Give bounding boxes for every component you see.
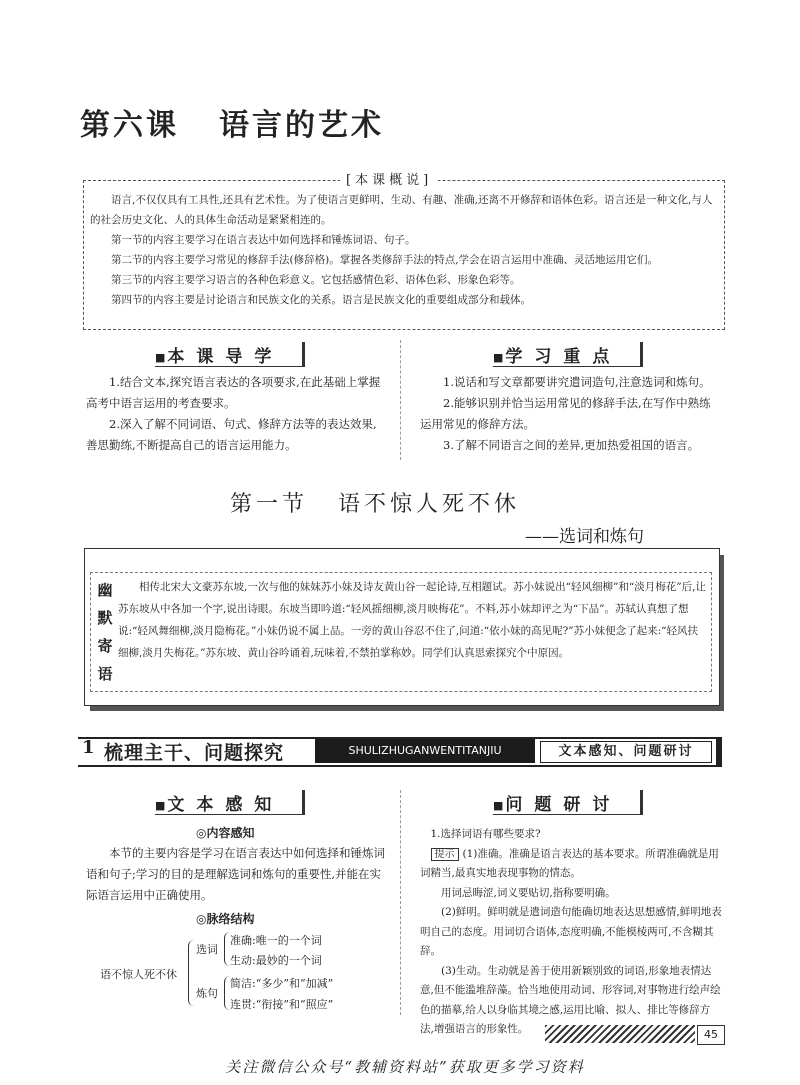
section-subtitle: ——选词和炼句 bbox=[525, 527, 644, 547]
focus-item: 3.了解不同语言之间的差异,更加热爱祖国的语言。 bbox=[443, 438, 700, 452]
banner-english: SHULIZHUGANWENTITANJIU bbox=[315, 739, 535, 763]
outline-branch: 炼句 bbox=[196, 987, 218, 1000]
outline-heading: ◎脉络结构 bbox=[196, 912, 255, 926]
banner-right-label: 文本感知、问题研讨 bbox=[540, 741, 712, 763]
humor-label: 幽 默 寄 语 bbox=[97, 581, 113, 683]
problem-paragraph: 用词忌晦涩,词义要贴切,指称要明确。 bbox=[441, 886, 616, 899]
footer-note: 关注微信公众号“教辅资料站”获取更多学习资料 bbox=[225, 1058, 585, 1076]
banner-title: 梳理主干、问题探究 bbox=[104, 742, 285, 764]
page-number-stripe bbox=[545, 1025, 695, 1043]
hint-label: 提示 bbox=[431, 848, 459, 861]
problem-paragraph: (3)生动。生动就是善于使用新颖别致的词语,形象地表情达意,但不能滥堆辞藻。恰当地使用动词、形容词,对事物进行绘声绘色的描摹,给人以身临其境之感,运用比喻、拟人、排比等修辞方法,增强语言的形象性。 bbox=[420, 964, 721, 1035]
focus-item: 2.能够识别并恰当运用常见的修辞手法,在写作中熟练运用常见的修辞方法。 bbox=[420, 396, 711, 431]
problem-paragraph: (2)鲜明。鲜明就是遣词造句能确切地表达思想感情,鲜明地表明自己的态度。用词切合语体,态度明确,不能模棱两可,不含糊其辞。 bbox=[420, 906, 722, 957]
lesson-number: 第六课 bbox=[80, 108, 179, 143]
lesson-name: 语言的艺术 bbox=[219, 108, 384, 143]
guide-item: 2.深入了解不同词语、句式、修辞方法等的表达效果,善思勤练,不断提高自己的语言运用能力。 bbox=[86, 417, 377, 452]
guide-item: 1.结合文本,探究语言表达的各项要求,在此基础上掌握高考中语言运用的考查要求。 bbox=[86, 375, 381, 410]
column-divider bbox=[400, 790, 401, 1015]
lesson-title bbox=[80, 100, 384, 144]
focus-list bbox=[420, 372, 722, 456]
page-number: 45 bbox=[697, 1025, 725, 1045]
problem-heading: ■ 问题研讨 bbox=[493, 790, 643, 815]
guide-list bbox=[86, 372, 386, 456]
banner-end-bar bbox=[716, 737, 722, 767]
section-title: 第一节 语不惊人死不休 bbox=[230, 492, 521, 517]
focus-item: 1.说话和写文章都要讲究遣词造句,注意选词和炼句。 bbox=[443, 375, 711, 389]
overview-paragraph: 第三节的内容主要学习语言的各种色彩意义。它包括感情色彩、语体色彩、形象色彩等。 bbox=[111, 274, 521, 286]
guide-heading: ■ 本课导学 bbox=[155, 342, 305, 367]
overview-paragraph: 第二节的内容主要学习常见的修辞手法(修辞格)。掌握各类修辞手法的特点,学会在语言运用中准确、灵活地运用它们。 bbox=[111, 254, 659, 266]
outline-leaf: 生动:最妙的一个词 bbox=[230, 954, 322, 967]
problem-paragraph: (1)准确。准确是语言表达的基本要求。所谓准确就是用词精当,最真实地表现事物的情态。 bbox=[420, 847, 719, 879]
outline-branch: 选词 bbox=[196, 943, 218, 956]
banner-number: 1 bbox=[82, 737, 95, 758]
column-divider bbox=[400, 340, 401, 460]
humor-text: 相传北宋大文豪苏东坡,一次与他的妹妹苏小妹及诗友黄山谷一起论诗,互相题试。苏小妹说出“轻风细柳”和“淡月梅花”后,让苏东坡从中各加一个字,说出诗眼。东坡当即吟道:“轻风摇细柳,淡月映梅花”。不料,苏小妹却评之为“下品”。苏轼认真想了想说:“轻风舞细柳,淡月隐梅花。”小妹仍说不属上品。一旁的黄山谷忍不住了,问道:“依小妹的高见呢?”苏小妹便念了起来:“轻风扶细柳,淡月失梅花。”苏东坡、黄山谷吟诵着,玩味着,不禁拍掌称妙。同学们认真思索探究个中原因。 bbox=[118, 581, 706, 659]
outline-root: 语不惊人死不休 bbox=[100, 968, 177, 981]
content-text: 本节的主要内容是学习在语言表达中如何选择和锤炼词语和句子;学习的目的是理解选词和炼句的重要性,并能在实际语言运用中正确使用。 bbox=[86, 846, 385, 902]
outline-leaf: 准确:唯一的一个词 bbox=[230, 934, 322, 947]
overview-paragraph: 第四节的内容主要是讨论语言和民族文化的关系。语言是民族文化的重要组成部分和载体。 bbox=[111, 294, 531, 306]
problem-body bbox=[420, 825, 722, 1040]
overview-text bbox=[90, 190, 718, 310]
text-sense-heading: ■ 文本感知 bbox=[155, 790, 305, 815]
outline-leaf: 连贯:“衔接”和“照应” bbox=[230, 998, 334, 1011]
overview-tag: [本课概说] bbox=[340, 169, 438, 188]
problem-question: 1.选择词语有哪些要求? bbox=[430, 828, 541, 840]
outline-leaf: 简洁:“多少”和“加减” bbox=[230, 977, 334, 990]
content-heading: ◎内容感知 bbox=[196, 826, 255, 840]
overview-paragraph: 第一节的内容主要学习在语言表达中如何选择和锤炼词语、句子。 bbox=[111, 234, 416, 246]
focus-heading: ■ 学习重点 bbox=[493, 342, 643, 367]
overview-paragraph: 语言,不仅仅具有工具性,还具有艺术性。为了使语言更鲜明、生动、有趣、准确,还离不开修辞和语体色彩。语言还是一种文化,与人的社会历史文化、人的具体生命活动是紧紧相连的。 bbox=[90, 194, 713, 226]
outline-brace-root bbox=[188, 940, 195, 1006]
